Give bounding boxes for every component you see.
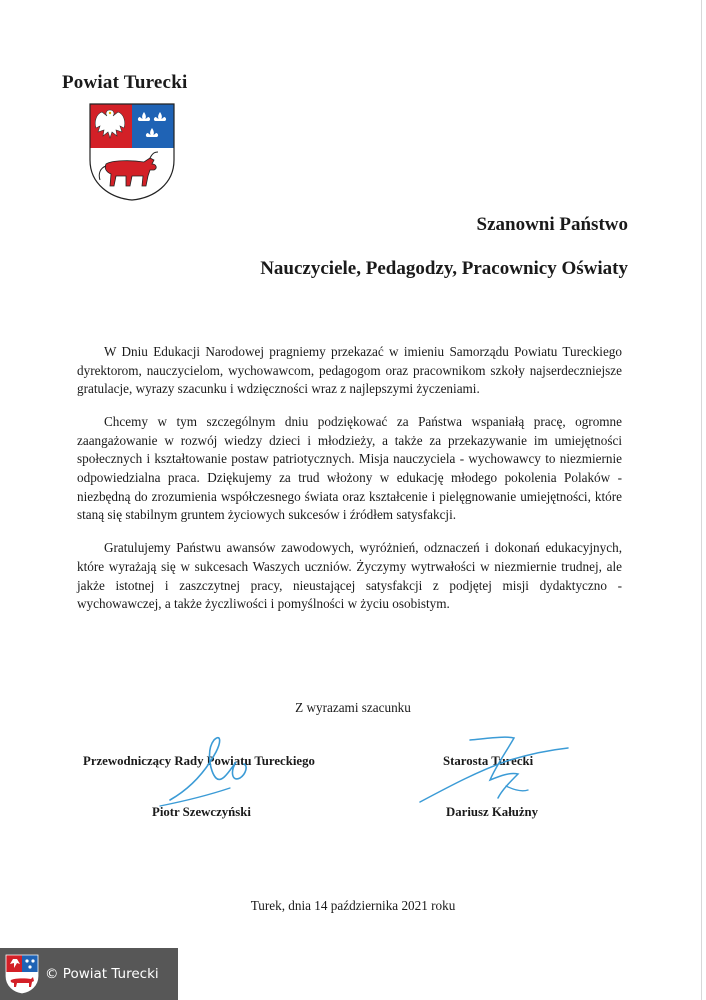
- watermark: [0, 948, 178, 1000]
- coat-of-arms-icon: [5, 954, 39, 994]
- page-edge: [701, 0, 702, 1000]
- paragraph: Chcemy w tym szczególnym dniu podziękować za Państwa wspaniałą pracę, ogromne zaangażowanie w rozwój wiedzy dzieci i młodzieży, a także za przekazywanie im umiejętności społecznych i kształtowanie postaw patriotycznych. Misja nauczyciela - wychowawcy to niezmiernie odpowiedzialna praca. Dziękujemy za trud włożony w edukację młodego pokolenia Polaków - niezbędną do zrozumienia współczesnego świata oraz kształcenie i pielęgnowanie umiejętności, które staną się stabilnym gruntem życiowych sukcesów i źródłem satysfakcji.: [77, 414, 622, 523]
- date-line: Turek, dnia 14 października 2021 roku: [250, 898, 456, 913]
- paragraph: Gratulujemy Państwu awansów zawodowych, wyróżnień, odznaczeń i dokonań edukacyjnych, które wyrażają się w sukcesach Waszych uczniów. Życzymy wytrwałości w niezmiernie trudnej, ale jakże istotnej i zaszczytnej pracy, nieustającej satysfakcji z podjętej misji dydaktyczno - wychowawczej, a także życzliwości i pomyślności w życiu osobistym.: [77, 540, 622, 612]
- letter-body: [77, 343, 622, 628]
- recipients-line: Nauczyciele, Pedagodzy, Pracownicy Oświaty: [260, 258, 628, 279]
- closing-line: Z wyrazami szacunku: [295, 700, 411, 715]
- watermark-text: © Powiat Turecki: [45, 966, 159, 982]
- signature-right: [410, 730, 580, 810]
- coat-of-arms-icon: [88, 102, 176, 202]
- signatory-name-left: Piotr Szewczyński: [152, 805, 251, 819]
- signatory-title-right: Starosta Turecki: [443, 754, 534, 768]
- paragraph: W Dniu Edukacji Narodowej pragniemy przekazać w imieniu Samorządu Powiatu Tureckiego dyrektorom, nauczycielom, wychowawcom, pedagogom oraz pracownikom szkoły najserdeczniejsze gratulacje, wyrazy szacunku i wdzięczności wraz z najlepszymi życzeniami.: [77, 344, 622, 397]
- org-name: Powiat Turecki: [62, 72, 188, 93]
- signatory-title-left: Przewodniczący Rady Powiatu Tureckiego: [83, 754, 315, 768]
- signatory-name-right: Dariusz Kałużny: [446, 805, 539, 819]
- greeting-line: Szanowni Państwo: [476, 214, 628, 235]
- signature-left: [150, 722, 260, 812]
